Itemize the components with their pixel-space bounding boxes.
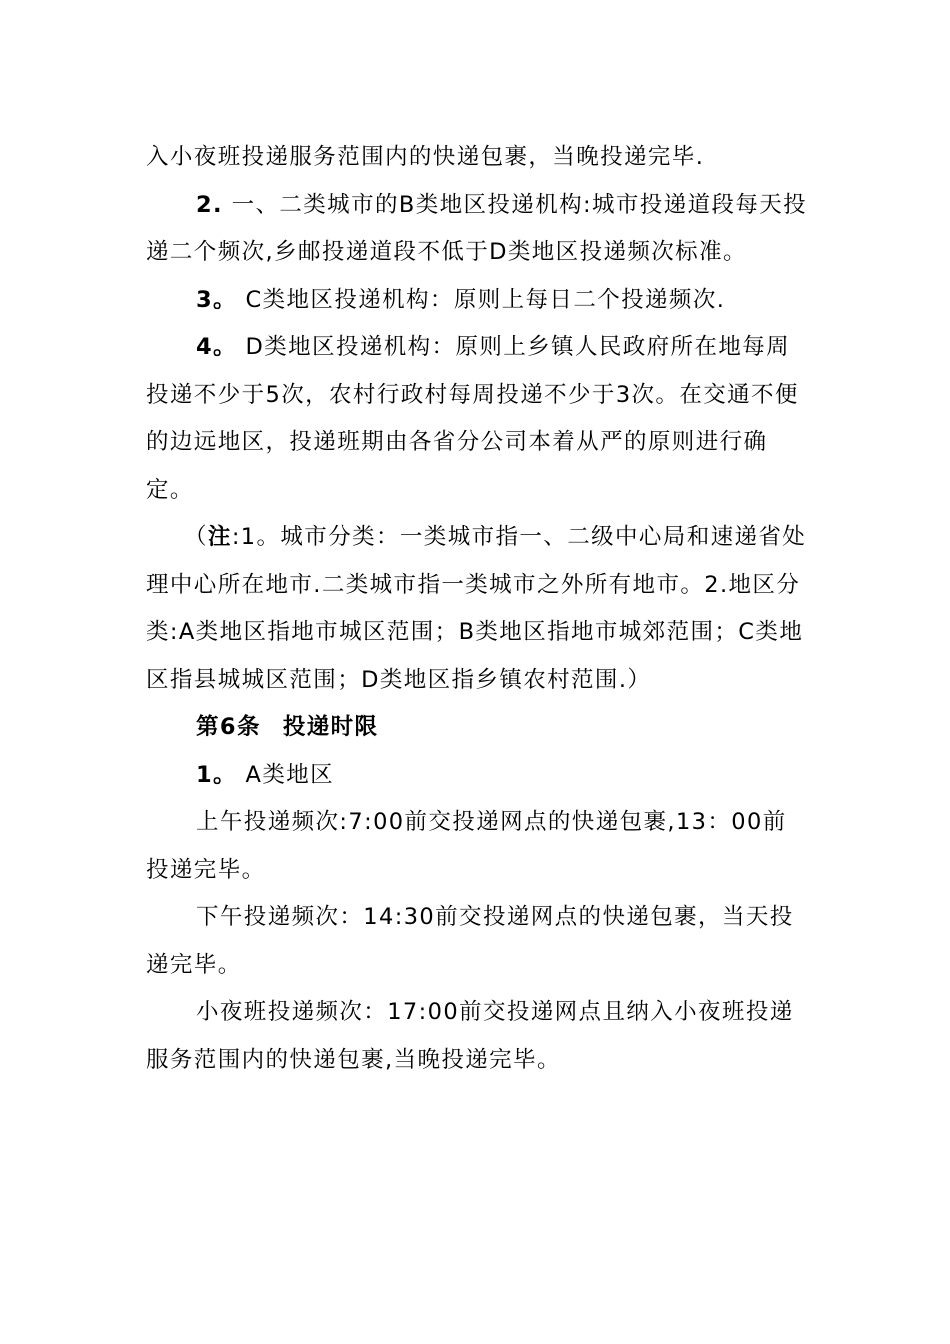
subsection-number: 1。	[196, 761, 237, 788]
subsection-title: A类地区	[236, 761, 335, 788]
paragraph-text: 上午投递频次:7:00前交投递网点的快递包裹,13：00前投递完毕。	[146, 809, 787, 883]
paragraph-item-4	[146, 324, 810, 514]
item-number: 2.	[196, 191, 224, 218]
paragraph-continuation	[146, 134, 810, 182]
section-heading	[146, 704, 810, 752]
paragraph-text: 入小夜班投递服务范围内的快递包裹，当晚投递完毕.	[146, 144, 705, 170]
paragraph-text: 下午投递频次：14:30前交投递网点的快递包裹，当天投递完毕。	[146, 904, 794, 978]
section-title: 投递时限	[282, 714, 379, 740]
section-number: 第6条	[196, 714, 261, 740]
note-text: :1。城市分类：一类城市指一、二级中心局和速递省处理中心所在地市.二类城市指一类城市之外所有地市。2.地区分类:A类地区指地市城区范围；B类地区指地市城郊范围；C类地区指县城城区范围；D类地区指乡镇农村范围.）	[146, 524, 807, 693]
document-body	[146, 134, 810, 1084]
paragraph-afternoon	[146, 894, 810, 989]
paragraph-text: 一、二类城市的B类地区投递机构:城市投递道段每天投递二个频次,乡邮投递道段不低于D类地区投递频次标准。	[146, 191, 808, 265]
note-label: 注	[207, 524, 232, 550]
item-number: 3。	[196, 286, 237, 313]
paragraph-text: C类地区投递机构：原则上每日二个投递频次.	[236, 286, 726, 313]
note-open-paren: （	[184, 524, 208, 550]
subsection-heading	[146, 752, 810, 800]
paragraph-item-3	[146, 277, 810, 325]
paragraph-morning	[146, 799, 810, 894]
paragraph-night	[146, 989, 810, 1084]
item-number: 4。	[196, 334, 237, 360]
note-paragraph	[146, 514, 810, 704]
paragraph-text: D类地区投递机构：原则上乡镇人民政府所在地每周投递不少于5次，农村行政村每周投递不少于3次。在交通不便的边远地区，投递班期由各省分公司本着从严的原则进行确定。	[146, 334, 799, 503]
paragraph-text: 小夜班投递频次：17:00前交投递网点且纳入小夜班投递服务范围内的快递包裹,当晚投递完毕。	[146, 999, 794, 1073]
paragraph-item-2	[146, 182, 810, 277]
